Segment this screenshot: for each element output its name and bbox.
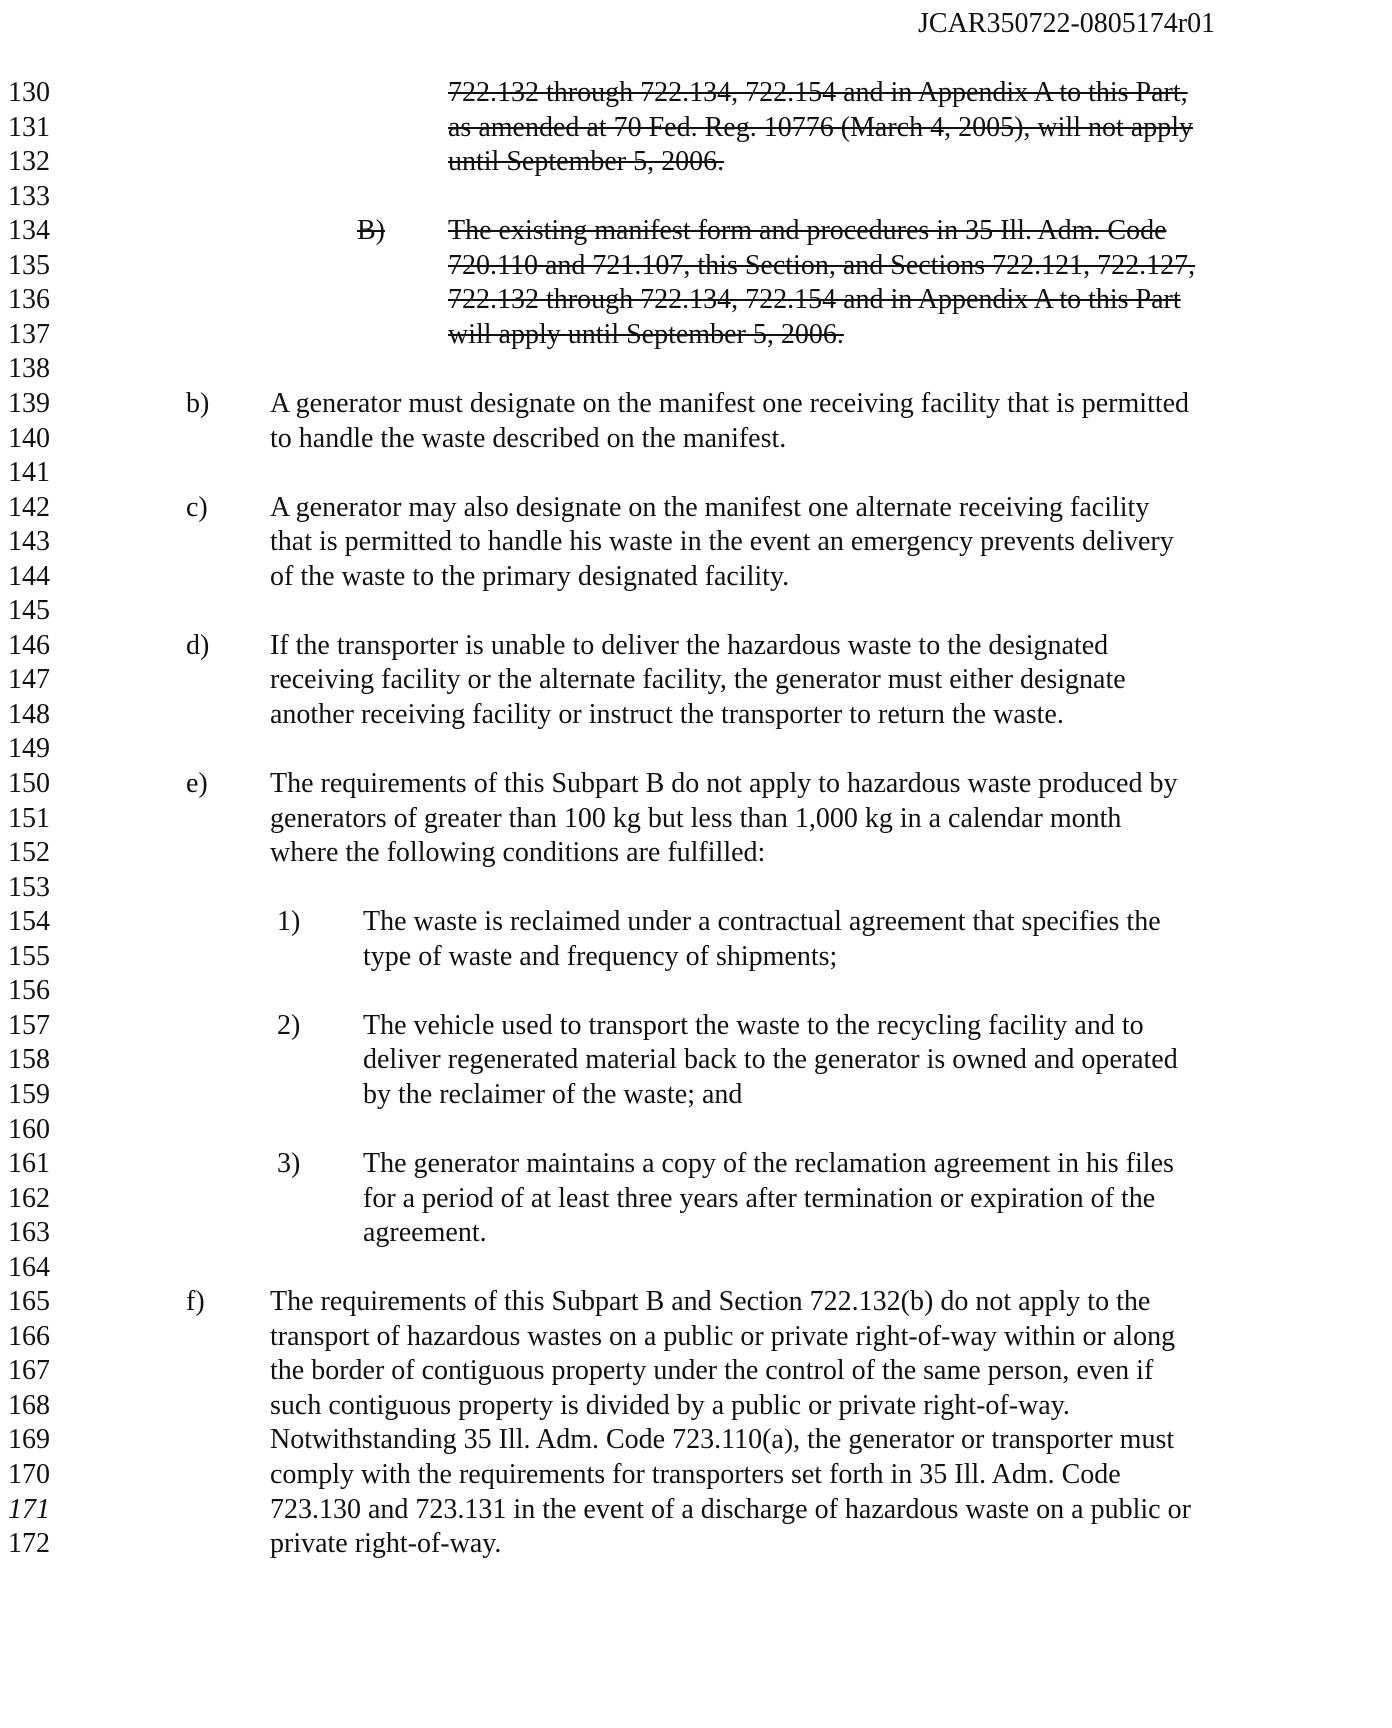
- line-number: 149: [8, 733, 50, 765]
- document-line: [0, 1076, 1392, 1114]
- document-line: [0, 1214, 1392, 1252]
- line-text: The requirements of this Subpart B do not apply to hazardous waste produced by: [270, 768, 1178, 799]
- item-label: 3): [277, 1148, 301, 1180]
- item-label: e): [186, 768, 208, 799]
- line-number: 132: [8, 146, 50, 178]
- document-line: [0, 1387, 1392, 1425]
- document-line: [0, 1111, 1392, 1149]
- document-line: [0, 765, 1392, 803]
- struck-text: 722.132 through 722.134, 722.154 and in Appendix A to this Part,: [448, 77, 1188, 108]
- document-line: [0, 592, 1392, 630]
- line-number: 133: [8, 180, 50, 212]
- document-line: [0, 869, 1392, 907]
- line-text: receiving facility or the alternate facility, the generator must either designate: [270, 664, 1126, 696]
- line-number: 153: [8, 871, 50, 903]
- document-line: [0, 1525, 1392, 1563]
- line-number: 165: [8, 1286, 50, 1318]
- line-number: 135: [8, 249, 50, 281]
- struck-text: as amended at 70 Fed. Reg. 10776 (March 4, 2005), will not apply: [448, 111, 1193, 143]
- line-text: transport of hazardous wastes on a public or private right-of-way within or along: [270, 1320, 1176, 1352]
- document-id: JCAR350722-0805174r01: [918, 8, 1216, 39]
- line-text: A generator must designate on the manifest one receiving facility that is permitted: [270, 387, 1190, 419]
- document-line: [0, 1456, 1392, 1494]
- document-line: [0, 247, 1392, 285]
- line-number: 137: [8, 318, 50, 350]
- document-line: [0, 1145, 1392, 1183]
- line-number: 161: [8, 1148, 50, 1180]
- line-text: the border of contiguous property under the control of the same person, even if: [270, 1355, 1154, 1387]
- line-number: 144: [8, 560, 50, 592]
- line-number: 146: [8, 629, 50, 661]
- line-number: 139: [8, 387, 50, 419]
- line-number: 160: [8, 1113, 50, 1145]
- line-number: 147: [8, 664, 50, 696]
- document-line: [0, 350, 1392, 388]
- line-text: of the waste to the primary designated facility.: [270, 560, 790, 592]
- document-line: [0, 178, 1392, 216]
- document-line: [0, 558, 1392, 596]
- line-text: to handle the waste described on the manifest.: [270, 422, 787, 454]
- line-text: by the reclaimer of the waste; and: [363, 1078, 743, 1110]
- document-line: [0, 1041, 1392, 1079]
- item-label: c): [186, 491, 208, 523]
- item-label: b): [186, 387, 210, 419]
- document-line: [0, 1491, 1392, 1529]
- line-number: 136: [8, 284, 50, 316]
- document-line: [0, 489, 1392, 527]
- line-number: 143: [8, 526, 50, 558]
- line-text: private right-of-way.: [270, 1528, 502, 1560]
- line-text: agreement.: [363, 1217, 487, 1249]
- document-line: [0, 903, 1392, 941]
- line-number: 164: [8, 1251, 50, 1283]
- document-line: [0, 1007, 1392, 1045]
- document-line: [0, 1283, 1392, 1321]
- document-line: [0, 1180, 1392, 1218]
- line-text: generators of greater than 100 kg but less than 1,000 kg in a calendar month: [270, 802, 1122, 834]
- document-line: [0, 938, 1392, 976]
- line-number: 166: [8, 1320, 50, 1352]
- struck-text: will apply until September 5, 2006.: [448, 318, 844, 350]
- line-number: 155: [8, 940, 50, 972]
- line-number: 138: [8, 353, 50, 385]
- item-label: f): [186, 1286, 205, 1318]
- line-number: 168: [8, 1389, 50, 1421]
- line-text: comply with the requirements for transporters set forth in 35 Ill. Adm. Code: [270, 1459, 1121, 1490]
- line-text: that is permitted to handle his waste in the event an emergency prevents delivery: [270, 526, 1174, 558]
- line-text: another receiving facility or instruct the transporter to return the waste.: [270, 698, 1064, 730]
- item-label: d): [186, 629, 210, 661]
- document-line: [0, 74, 1392, 112]
- line-number: 169: [8, 1424, 50, 1456]
- line-number: 171: [8, 1493, 50, 1525]
- line-number: 154: [8, 906, 50, 938]
- document-line: [0, 972, 1392, 1010]
- document-line: [0, 109, 1392, 147]
- document-line: [0, 661, 1392, 699]
- document-line: [0, 627, 1392, 665]
- line-number: 152: [8, 837, 50, 869]
- document-line: [0, 316, 1392, 354]
- line-text: The vehicle used to transport the waste to the recycling facility and to: [363, 1009, 1144, 1041]
- line-number: 162: [8, 1182, 50, 1214]
- line-number: 150: [8, 768, 50, 799]
- line-number: 142: [8, 491, 50, 523]
- item-label: 2): [277, 1009, 301, 1041]
- line-text: type of waste and frequency of shipments;: [363, 940, 838, 972]
- line-text: The requirements of this Subpart B and Section 722.132(b) do not apply to the: [270, 1286, 1151, 1318]
- document-line: [0, 523, 1392, 561]
- document-line: [0, 212, 1392, 250]
- document-line: [0, 834, 1392, 872]
- line-number: 141: [8, 457, 50, 489]
- line-number: 140: [8, 422, 50, 454]
- document-line: [0, 385, 1392, 423]
- line-text: The waste is reclaimed under a contractual agreement that specifies the: [363, 906, 1161, 938]
- line-number: 170: [8, 1459, 50, 1490]
- line-number: 172: [8, 1528, 50, 1560]
- line-number: 151: [8, 802, 50, 834]
- line-number: 159: [8, 1078, 50, 1110]
- item-label: B): [357, 215, 385, 247]
- line-number: 157: [8, 1009, 50, 1041]
- document-line: [0, 143, 1392, 181]
- line-number: 134: [8, 215, 50, 247]
- line-text: If the transporter is unable to deliver the hazardous waste to the designated: [270, 629, 1109, 661]
- document-line: [0, 1318, 1392, 1356]
- line-text: for a period of at least three years after termination or expiration of the: [363, 1182, 1156, 1214]
- document-line: [0, 420, 1392, 458]
- line-text: A generator may also designate on the manifest one alternate receiving facility: [270, 491, 1150, 523]
- struck-text: until September 5, 2006.: [448, 146, 725, 178]
- document-line: [0, 454, 1392, 492]
- line-text: Notwithstanding 35 Ill. Adm. Code 723.110(a), the generator or transporter must: [270, 1424, 1175, 1456]
- struck-text: The existing manifest form and procedures in 35 Ill. Adm. Code: [448, 215, 1167, 247]
- line-number: 156: [8, 975, 50, 1007]
- struck-text: 722.132 through 722.134, 722.154 and in Appendix A to this Part: [448, 284, 1181, 316]
- line-text: 723.130 and 723.131 in the event of a discharge of hazardous waste on a public or: [270, 1493, 1191, 1525]
- document-line: [0, 1421, 1392, 1459]
- document-line: [0, 730, 1392, 768]
- line-number: 130: [8, 77, 50, 108]
- document-line: [0, 1352, 1392, 1390]
- document-line: [0, 1249, 1392, 1287]
- document-line: [0, 281, 1392, 319]
- line-text: where the following conditions are fulfilled:: [270, 837, 766, 869]
- line-number: 145: [8, 595, 50, 627]
- line-text: deliver regenerated material back to the generator is owned and operated: [363, 1044, 1178, 1076]
- line-text: The generator maintains a copy of the reclamation agreement in his files: [363, 1148, 1174, 1180]
- line-number: 148: [8, 698, 50, 730]
- item-label: 1): [277, 906, 301, 938]
- document-line: [0, 696, 1392, 734]
- line-number: 167: [8, 1355, 50, 1387]
- struck-text: 720.110 and 721.107, this Section, and Sections 722.121, 722.127,: [448, 249, 1196, 281]
- line-number: 131: [8, 111, 50, 143]
- line-number: 163: [8, 1217, 50, 1249]
- document-line: [0, 800, 1392, 838]
- line-text: such contiguous property is divided by a public or private right-of-way.: [270, 1389, 1070, 1421]
- line-number: 158: [8, 1044, 50, 1076]
